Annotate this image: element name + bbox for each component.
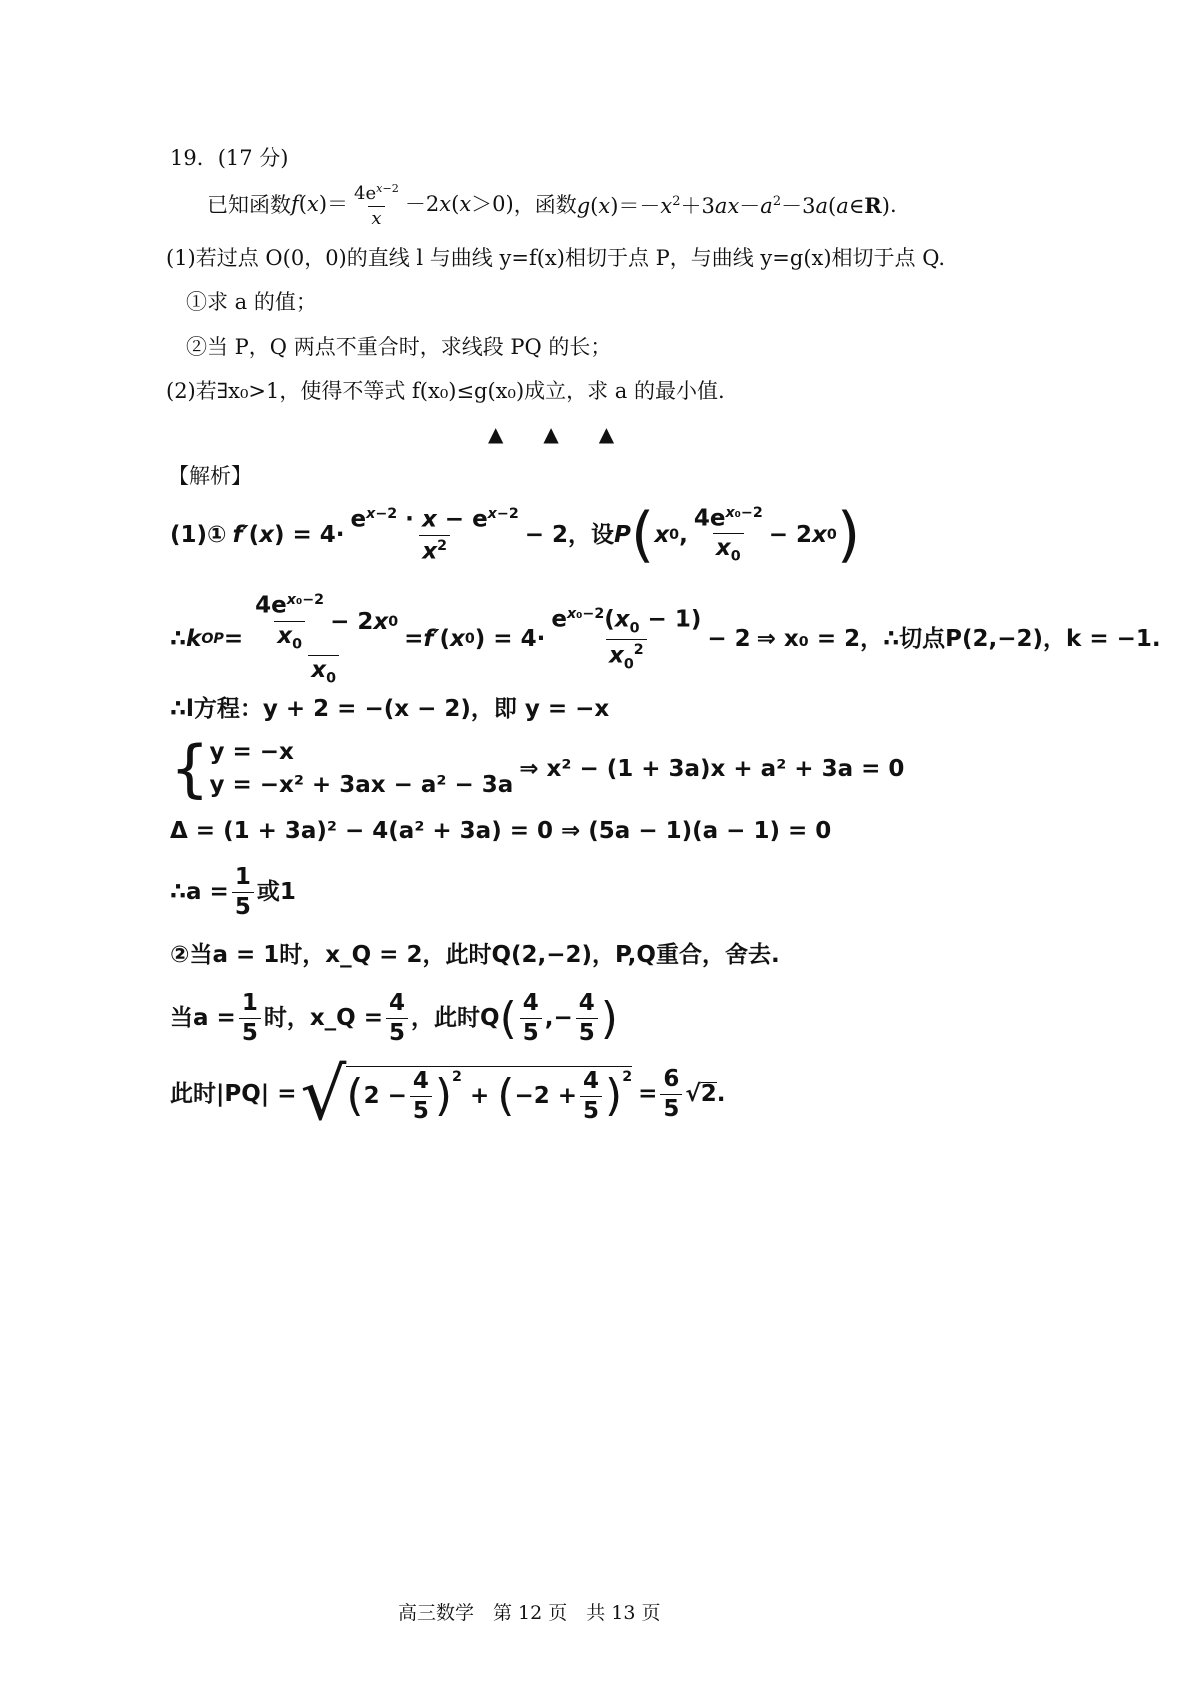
case-a-prefix: 当a = [170,1005,236,1031]
derivative-formula: f′ ( x ) = 4· $\frac{e^{x-2} \cdot x - e^{x-2}}{x^2}$ − 2 [232,505,569,565]
pq-suffix: . [716,1080,726,1107]
solution-line-2 [170,593,1161,685]
point-q-coordinates: ( $\frac{4}{5}$ ,− $\frac{4}{5}$ ) [499,990,618,1046]
fraction-one-fifth: $\frac{1}{5}$ [232,866,254,919]
line-l-equation: ∴l方程：y + 2 = −(x − 2)，即 y = −x [170,696,610,722]
solution-heading: 【解析】 [168,464,252,488]
therefore-symbol: ∴ [170,625,187,652]
given-end: . [889,193,897,217]
question-number: 19．(17 分) [170,146,289,170]
solution-line-1 [170,500,861,570]
page-footer: 高三数学 第 12 页 共 13 页 [398,1602,661,1624]
pq-result: = $\frac{6}{5}$ √ 2 [638,1065,717,1122]
system-result: ⇒ x² − (1 + 3a)x + a² + 3a = 0 [519,755,905,782]
a-equals: ∴a = [170,879,229,905]
system-equation-1: y = −x [209,739,294,765]
tangent-point-text: ⇒ x₀ = 2，∴切点 [756,625,946,652]
given-functions [207,183,897,228]
pq-prefix: 此时|PQ| = [170,1080,297,1107]
a-value-suffix: 或1 [256,879,296,905]
tangent-point-value: P(2,−2)，k = −1. [945,625,1161,652]
discriminant-line: Δ = (1 + 3a)² − 4(a² + 3a) = 0 ⇒ (5a − 1)(a − 1) = 0 [170,818,832,844]
given-prefix: 已知函数 [207,193,291,217]
separator-triangles: ▲ ▲ ▲ [488,422,615,446]
formula-f: f(x)＝ $\frac{4e^{x-2}}{x}$ －2x(x＞0) [291,182,514,229]
case-a-fifth-line: 当a = $\frac{1}{5}$ 时，x_Q = $\frac{4}{5}$ ，此时Q ( $\frac{4}{5}$ ,− $\frac{4}{5}$ ) [170,990,618,1046]
part1-a-text: ①求 a 的值； [186,290,317,314]
part1-b-text: ②当 P，Q 两点不重合时，求线段 PQ 的长； [186,335,612,359]
slope-formula: k OP = $\frac{4e^{x_0-2}}{x_0}$ − 2 x 0 $x_0$ = f′ ( x 0 ) = 4· $\frac{e^{x_0-2}(x_0 - 1)}{x_0^2}$ − 2 [186,592,751,687]
case-a-1-line: ②当a = 1时，x_Q = 2，此时Q(2,−2)，P,Q重合，舍去. [170,942,780,968]
step-label: (1)① [170,521,227,548]
case-a-mid1: 时，x_Q = [263,1005,383,1031]
pq-radical: √ ( 2 − $\frac{4}{5}$ ) $^2$ + ( −2 + $\frac{4}{5}$ ) $^2$ [300,1052,633,1136]
solution-system [170,732,905,806]
set-text: ，设 [568,521,615,548]
formula-g: $g(x)=-x^2+3ax-a^2-3a(a\in R)$ [576,192,890,218]
a-value-line [170,866,296,919]
given-mid: ，函数 [513,193,577,217]
part2-text: (2)若∃x₀>1，使得不等式 f(x₀)≤g(x₀)成立，求 a 的最小值. [166,379,725,403]
part1-text: (1)若过点 O(0，0)的直线 l 与曲线 y=f(x)相切于点 P，与曲线 y=g(x)相切于点 Q. [166,246,946,270]
case-a-mid2: ，此时Q [411,1005,500,1031]
system-equation-2: y = −x² + 3ax − a² − 3a [209,772,514,799]
left-brace: { [170,732,210,806]
point-p-formula: P ( x 0 , $\frac{4e^{x_0-2}}{x_0}$ − 2 x 0 ) [614,500,861,570]
pq-length-line [170,1052,726,1136]
